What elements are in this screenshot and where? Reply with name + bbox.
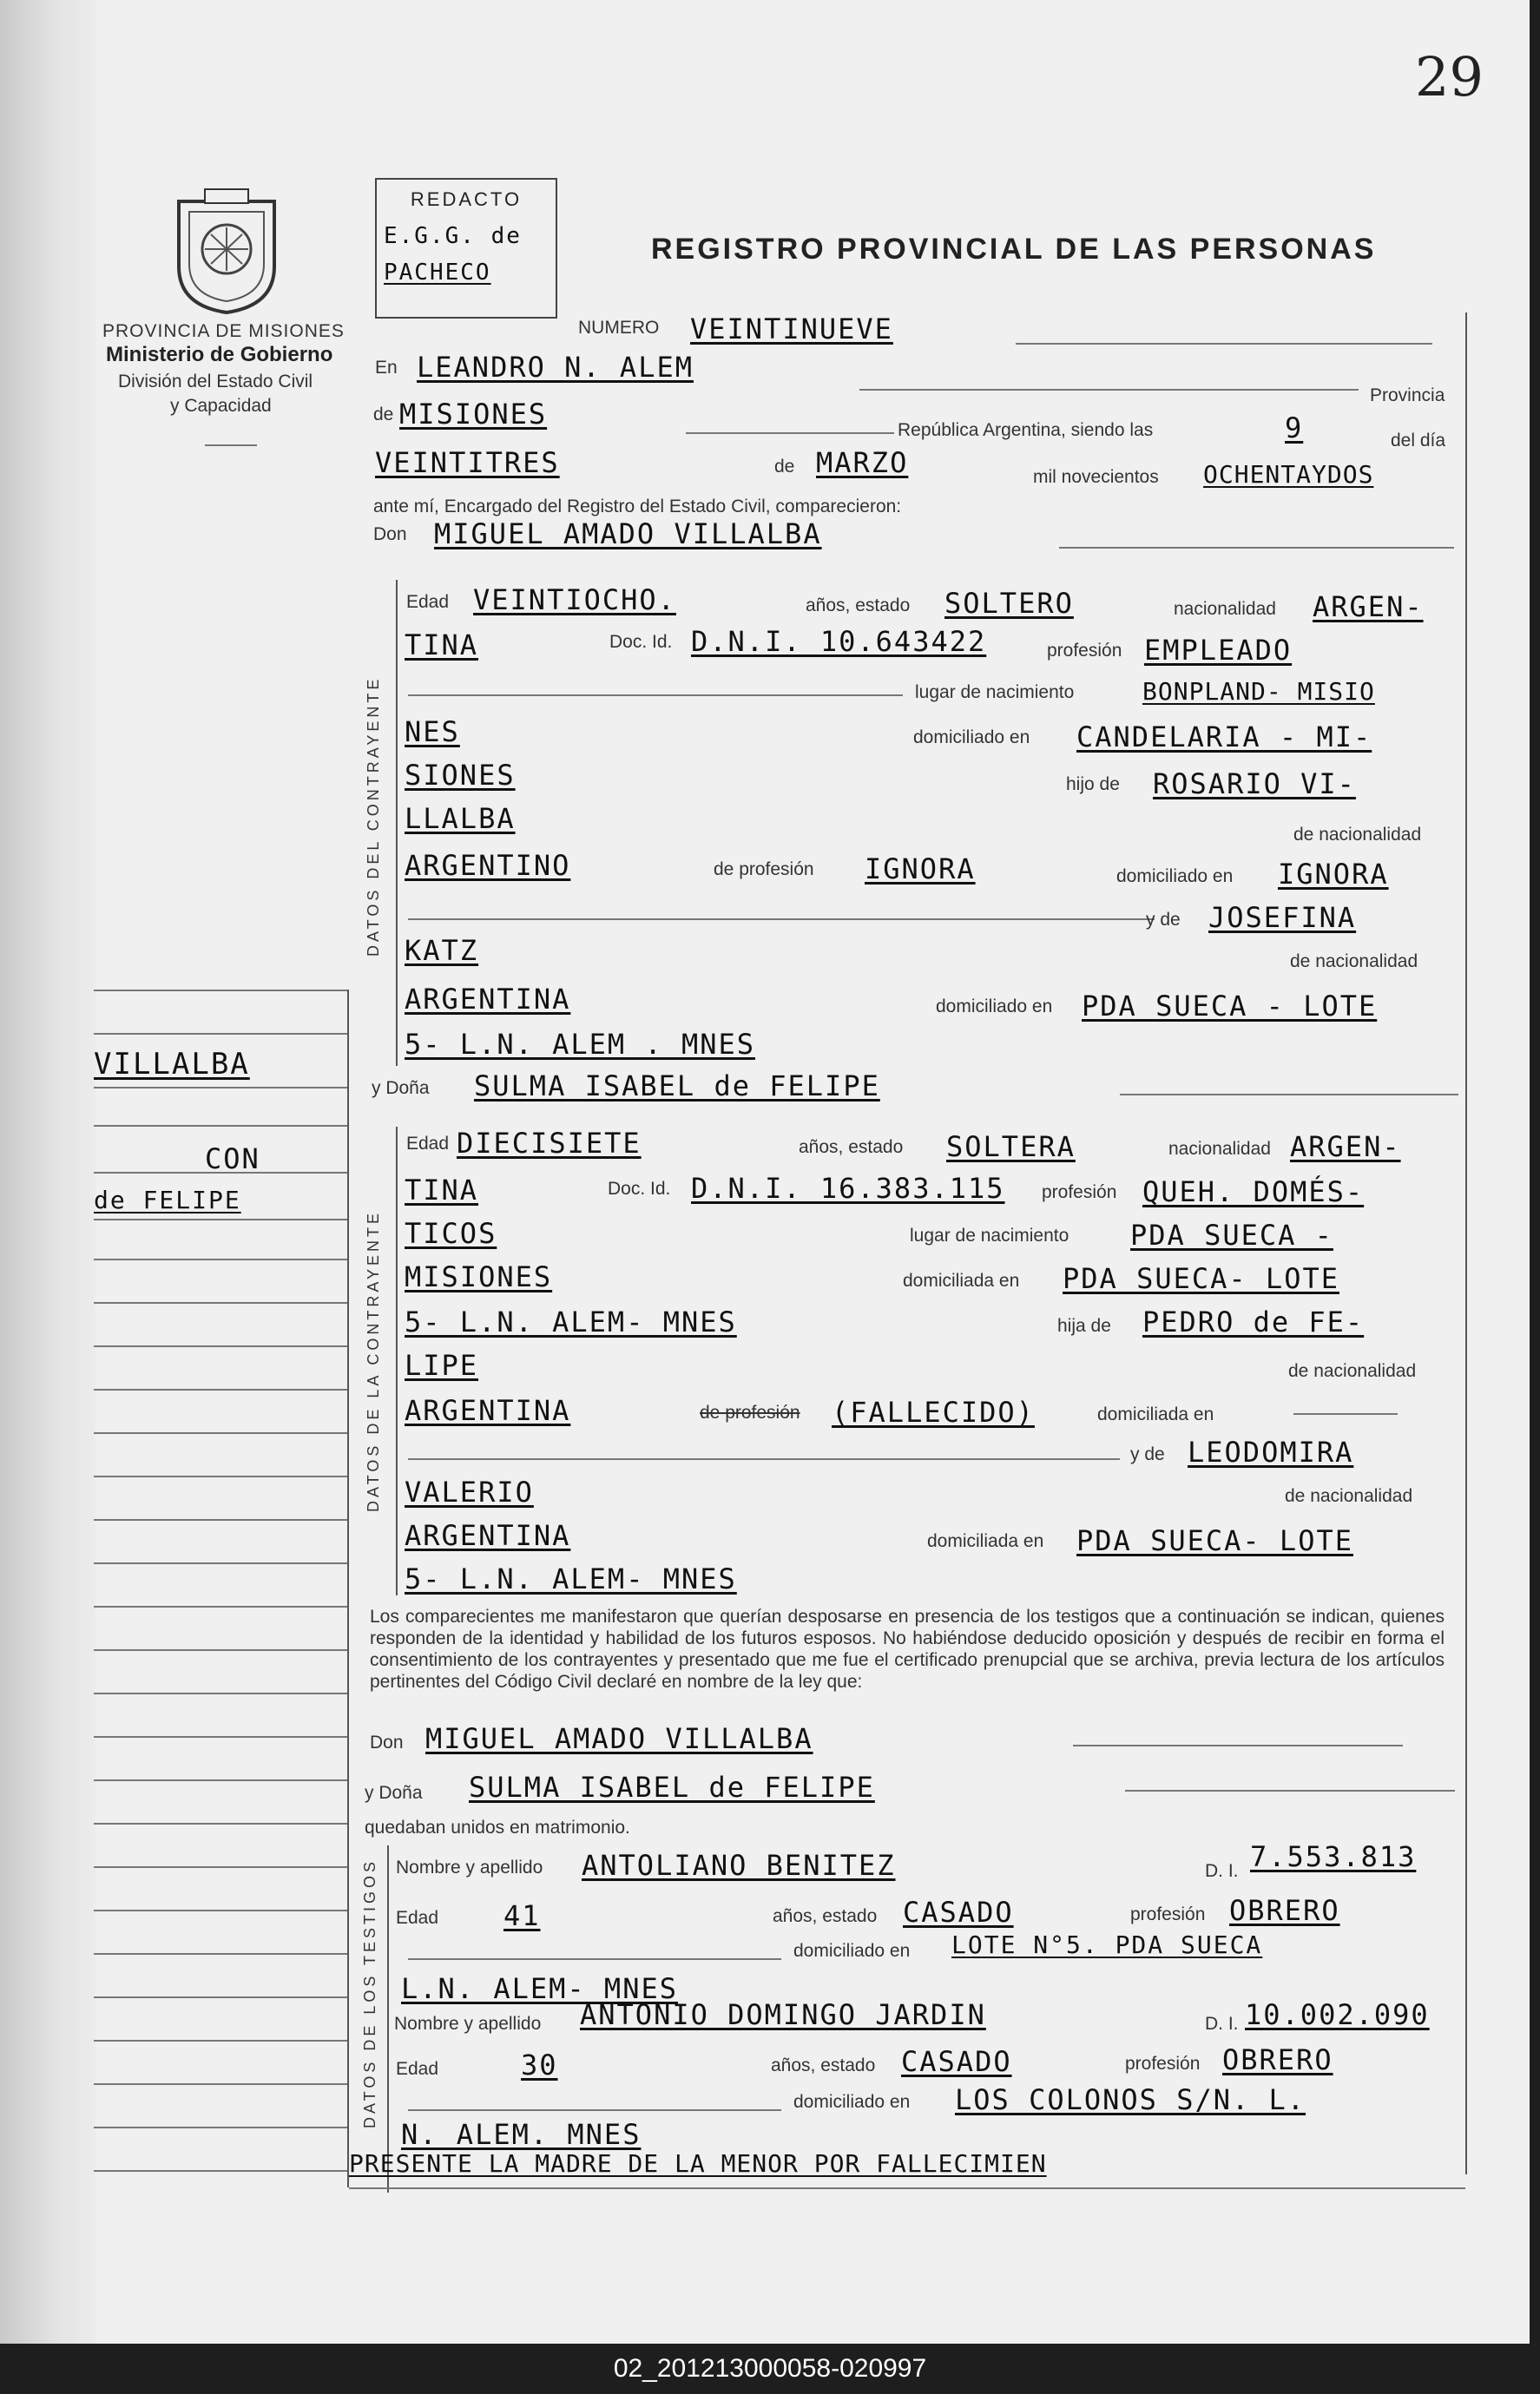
c-profesion-label: profesión — [1047, 641, 1122, 661]
c-madre-2: KATZ — [405, 934, 479, 967]
t1-dom-2: L.N. ALEM- MNES — [401, 1972, 678, 2005]
c-anios-label: años, estado — [806, 595, 911, 615]
t1-dom-line — [408, 1958, 781, 1960]
de-mes-label: de — [774, 457, 795, 477]
c-padre-2: LLALBA — [405, 802, 516, 835]
t2-prof-label: profesión — [1125, 2054, 1201, 2074]
en-value: LEANDRO N. ALEM — [417, 351, 694, 384]
f-de-prof-label: de profesión — [700, 1403, 800, 1423]
en-line — [859, 389, 1359, 391]
c-lugar-1: BONPLAND- MISIO — [1142, 677, 1375, 706]
c-dom-2: SIONES — [405, 759, 516, 792]
f-nac-label: nacionalidad — [1168, 1139, 1271, 1159]
c-padre-1: ROSARIO VI- — [1153, 767, 1356, 800]
c-padre-nac: ARGENTINO — [405, 849, 571, 882]
t2-di: 10.002.090 — [1245, 1998, 1430, 2031]
f-padre-prof: (FALLECIDO) — [832, 1396, 1035, 1429]
t1-prof: OBRERO — [1229, 1894, 1340, 1927]
decl-dona-line — [1125, 1790, 1455, 1792]
c-madre-line — [408, 918, 1155, 920]
f-edad-label: Edad — [406, 1134, 450, 1154]
mes-value: MARZO — [816, 446, 909, 479]
unidos-text: quedaban unidos en matrimonio. — [365, 1818, 630, 1838]
t2-anios-label: años, estado — [771, 2055, 876, 2075]
mil-label: mil novecientos — [1033, 467, 1159, 487]
provincia-value: MISIONES — [399, 398, 548, 431]
f-doc: D.N.I. 16.383.115 — [691, 1172, 1005, 1205]
f-nac-1: ARGEN- — [1290, 1130, 1401, 1163]
en-label: En — [375, 358, 398, 378]
margin-con: CON — [205, 1142, 260, 1175]
de-label: de — [373, 404, 394, 424]
f-madre-2: VALERIO — [405, 1476, 534, 1509]
f-lugar-label: lugar de nacimiento — [910, 1226, 1069, 1246]
division-label: División del Estado Civil — [118, 372, 313, 391]
f-madre-line — [408, 1458, 1120, 1460]
contrayenta-section-label: DATOS DE LA CONTRAYENTE — [365, 1209, 382, 1512]
t2-dom-line — [408, 2109, 781, 2111]
form-right-border — [1465, 312, 1467, 2174]
c-profesion: EMPLEADO — [1144, 634, 1293, 667]
dona-label: y Doña — [372, 1078, 430, 1098]
province-label: PROVINCIA DE MISIONES — [102, 321, 345, 341]
f-lugar-2: MISIONES — [405, 1260, 553, 1293]
c-madre-1: JOSEFINA — [1208, 901, 1357, 934]
stamp-title: REDACTO — [410, 188, 523, 210]
division-label-2: y Capacidad — [170, 396, 272, 416]
decl-dona: SULMA ISABEL de FELIPE — [469, 1771, 875, 1804]
stamp-line-2: PACHECO — [384, 260, 491, 286]
t1-di: 7.553.813 — [1250, 1840, 1417, 1873]
t2-dom-label: domiciliado en — [793, 2092, 911, 2112]
t1-dom-1: LOTE N°5. PDA SUECA — [951, 1930, 1263, 1959]
footer-code: 02_201213000058-020997 — [613, 2354, 927, 2383]
t2-edad: 30 — [521, 2049, 558, 2082]
contrayenta-border — [396, 1127, 398, 1595]
anio-value: OCHENTAYDOS — [1203, 460, 1374, 489]
t1-edad: 41 — [503, 1899, 541, 1932]
t2-dom-1: LOS COLONOS S/N. L. — [955, 2083, 1306, 2116]
ante-label: ante mí, Encargado del Registro del Estado Civil, comparecieron: — [373, 497, 902, 516]
f-madre-dom-2: 5- L.N. ALEM- MNES — [405, 1562, 737, 1595]
c-de-nac-label: de nacionalidad — [1293, 825, 1422, 845]
f-padre-2: LIPE — [405, 1349, 479, 1382]
c-nac-1: ARGEN- — [1313, 590, 1424, 623]
t1-edad-label: Edad — [396, 1908, 439, 1928]
seal-emblem-icon — [170, 184, 283, 314]
c-madre-dom-label: domiciliado en — [936, 996, 1053, 1016]
testigos-section-label: DATOS DE LOS TESTIGOS — [361, 1858, 378, 2128]
f-dom-1: PDA SUECA- LOTE — [1063, 1262, 1339, 1295]
f-madre-nac-label: de nacionalidad — [1285, 1486, 1413, 1506]
f-y-de-label: y de — [1130, 1444, 1165, 1464]
f-domicilio-label: domiciliada en — [903, 1271, 1020, 1291]
t1-anios-label: años, estado — [773, 1906, 878, 1926]
margin-divider — [347, 990, 349, 2187]
ministry-label: Ministerio de Gobierno — [106, 343, 333, 366]
f-nac-2: TINA — [405, 1174, 479, 1207]
testigos-border — [387, 1845, 389, 2193]
dia-value: VEINTITRES — [375, 446, 560, 479]
c-madre-dom-1: PDA SUECA - LOTE — [1082, 990, 1378, 1023]
f-estado: SOLTERA — [946, 1130, 1076, 1163]
margin-spouse: de FELIPE — [94, 1186, 241, 1214]
c-nac-2: TINA — [405, 628, 479, 661]
f-dom-en-label: domiciliada en — [1097, 1404, 1214, 1424]
f-hija-label: hija de — [1057, 1316, 1111, 1336]
c-doc: D.N.I. 10.643422 — [691, 625, 987, 658]
final-note: PRESENTE LA MADRE DE LA MENOR POR FALLECIMIEN — [349, 2149, 1047, 2178]
header-rule — [205, 444, 257, 446]
c-lugar-label: lugar de nacimiento — [915, 682, 1075, 702]
c-dom-1: CANDELARIA - MI- — [1076, 720, 1372, 753]
c-madre-dom-2: 5- L.N. ALEM . MNES — [405, 1028, 756, 1061]
dona-line — [1120, 1094, 1458, 1095]
t2-di-label: D. I. — [1205, 2014, 1239, 2034]
f-profesion-label: profesión — [1042, 1182, 1117, 1202]
don-value: MIGUEL AMADO VILLALBA — [434, 517, 822, 550]
t2-dom-2: N. ALEM. MNES — [401, 2118, 642, 2151]
contrayente-border — [396, 580, 398, 1066]
f-lugar-1: PDA SUECA - — [1130, 1219, 1333, 1252]
provincia-label: Provincia — [1370, 385, 1445, 405]
del-dia-label: del día — [1391, 431, 1446, 451]
f-doc-label: Doc. Id. — [608, 1179, 671, 1199]
c-estado: SOLTERO — [944, 587, 1074, 620]
f-padre-1: PEDRO de FE- — [1142, 1306, 1365, 1338]
declaration-text: Los comparecientes me manifestaron que querían desposarse en presencia de los testigos que a continuación se indican, quienes responden de la identidad y habilidad de los futuros esposos. No habiéndose deducido oposición y después de recibir en forma el consentimiento de los contrayentes y presentado que me fue el certificado prenupcial que se archiva, previa lectura de los artículos pertinentes del Código Civil declaré en nombre de la ley que: — [370, 1607, 1445, 1692]
form-bottom-line — [349, 2187, 1465, 2189]
decl-don-label: Don — [370, 1733, 404, 1753]
decl-don: MIGUEL AMADO VILLALBA — [425, 1722, 813, 1755]
t2-nombre: ANTONIO DOMINGO JARDIN — [580, 1998, 986, 2031]
t1-prof-label: profesión — [1130, 1904, 1206, 1924]
f-dom-2: 5- L.N. ALEM- MNES — [405, 1306, 737, 1338]
f-madre-nac: ARGENTINA — [405, 1519, 571, 1552]
c-doc-label: Doc. Id. — [609, 632, 673, 652]
c-madre-nac-label: de nacionalidad — [1290, 951, 1418, 971]
numero-label: NUMERO — [578, 318, 660, 338]
t2-prof: OBRERO — [1222, 2043, 1333, 2076]
dona-value: SULMA ISABEL de FELIPE — [474, 1069, 880, 1102]
c-edad-label: Edad — [406, 592, 450, 612]
numero-value: VEINTINUEVE — [690, 312, 893, 345]
contrayente-section-label: DATOS DEL CONTRAYENTE — [365, 675, 382, 957]
t2-nombre-label: Nombre y apellido — [394, 2014, 542, 2034]
c-padre-dom: IGNORA — [1278, 858, 1389, 891]
f-edad: DIECISIETE — [457, 1127, 642, 1160]
c-de-prof-label: de profesión — [714, 859, 814, 879]
book-spine — [0, 0, 95, 2344]
c-edad: VEINTIOCHO. — [473, 583, 676, 616]
don-line — [1059, 547, 1454, 549]
c-y-de-label: y de — [1146, 910, 1181, 930]
f-madre-1: LEODOMIRA — [1188, 1436, 1354, 1469]
t1-dom-label: domiciliado en — [793, 1941, 911, 1961]
stamp-line-1: E.G.G. de — [384, 223, 522, 249]
c-hijo-label: hijo de — [1066, 774, 1120, 794]
c-padre-prof: IGNORA — [865, 852, 976, 885]
f-madre-dom-1: PDA SUECA- LOTE — [1076, 1524, 1353, 1557]
redacto-stamp — [375, 178, 557, 319]
c-dom-en-label: domiciliado en — [1116, 866, 1234, 886]
c-domicilio-label: domiciliado en — [913, 727, 1030, 747]
decl-don-line — [1073, 1745, 1403, 1746]
numero-line — [1016, 343, 1432, 345]
f-madre-dom-label: domiciliada en — [927, 1531, 1044, 1551]
t2-edad-label: Edad — [396, 2059, 439, 2079]
f-de-nac-label: de nacionalidad — [1288, 1361, 1417, 1381]
f-profesion-1: QUEH. DOMÉS- — [1142, 1175, 1365, 1208]
page-number: 29 — [1415, 45, 1484, 109]
c-lugar-2: NES — [405, 715, 460, 748]
provincia-line — [686, 432, 894, 434]
hora-value: 9 — [1285, 411, 1304, 444]
t2-estado: CASADO — [901, 2045, 1012, 2078]
t1-nombre-label: Nombre y apellido — [396, 1858, 543, 1878]
margin-surname: VILLALBA — [94, 1047, 250, 1082]
f-anios-label: años, estado — [799, 1137, 904, 1157]
f-padre-nac: ARGENTINA — [405, 1394, 571, 1427]
f-profesion-2: TICOS — [405, 1217, 497, 1250]
c-nac-label: nacionalidad — [1174, 599, 1276, 619]
t1-nombre: ANTOLIANO BENITEZ — [582, 1849, 896, 1882]
republica-label: República Argentina, siendo las — [898, 420, 1154, 440]
f-padre-dom-line — [1293, 1413, 1398, 1415]
t1-di-label: D. I. — [1205, 1861, 1239, 1881]
c-lugar-line — [408, 694, 903, 696]
decl-dona-label: y Doña — [365, 1783, 423, 1803]
don-label: Don — [373, 524, 407, 544]
registry-title: REGISTRO PROVINCIAL DE LAS PERSONAS — [651, 233, 1377, 266]
c-madre-nac: ARGENTINA — [405, 983, 571, 1016]
t1-estado: CASADO — [903, 1896, 1014, 1929]
